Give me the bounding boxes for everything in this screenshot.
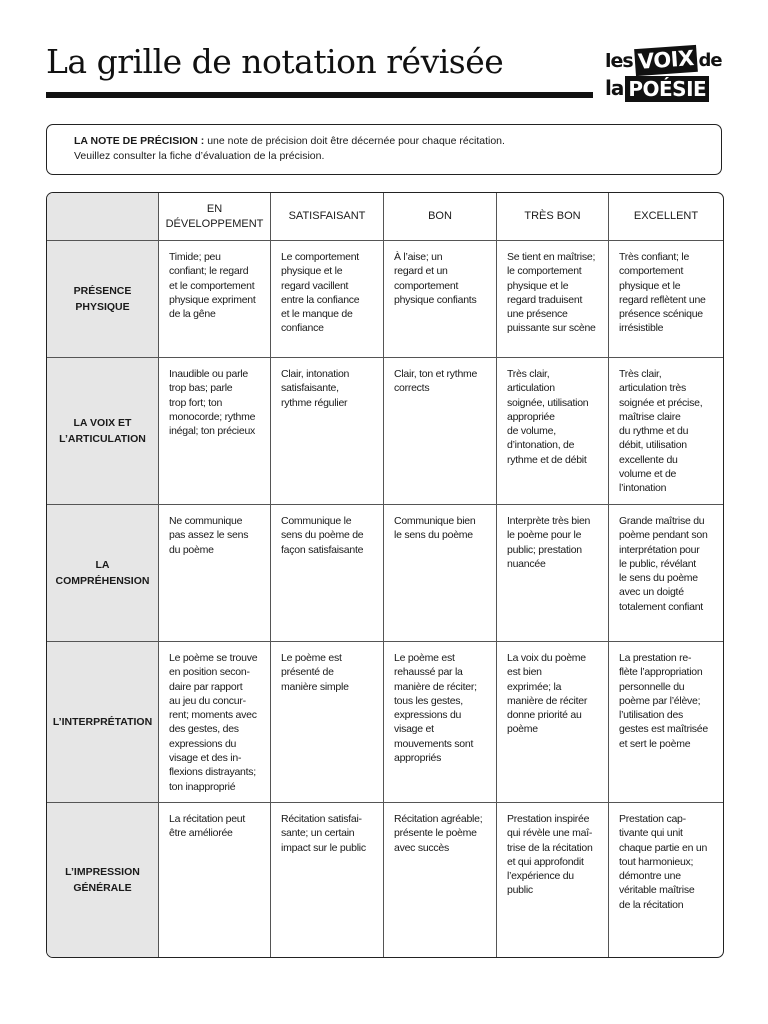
row-header-presence-physique: PRÉSENCE PHYSIQUE	[47, 241, 159, 358]
precision-note-line-1	[74, 134, 721, 149]
table-cell: Très confiant; le comportement physique et le regard reflètent une présence scénique irrésistible	[609, 241, 723, 358]
table-cell: La voix du poème est bien exprimée; la manière de réciter donne priorité au poème	[497, 642, 609, 803]
table-cell: Timide; peu confiant; le regard et le comportement physique expriment de la gêne	[159, 241, 271, 358]
page-title: La grille de notation révisée	[46, 42, 504, 81]
row-header-impression-generale: L’IMPRESSION GÉNÉRALE	[47, 803, 159, 957]
logo-text-de: de	[698, 50, 722, 71]
table-cell: La prestation re- flète l’appropriation personnelle du poème par l’élève; l’utilisation des gestes est maîtrisée et sert le poème	[609, 642, 723, 803]
table-cell: Prestation cap- tivante qui unit chaque partie en un tout harmonieux; démontre une véritable maîtrise de la récitation	[619, 813, 708, 911]
table-cell: Le poème est présenté de manière simple	[271, 642, 384, 803]
logo-text-la: la	[605, 76, 624, 100]
table-cell: Clair, ton et rythme corrects	[384, 358, 497, 505]
logo-row-1	[603, 44, 722, 74]
les-voix-de-la-poesie-logo	[603, 44, 725, 102]
table-cell: Communique bien le sens du poème	[384, 505, 497, 642]
row-header-comprehension: LA COMPRÉHENSION	[47, 505, 159, 642]
precision-note-box	[46, 124, 722, 175]
table-cell: La récitation peut être améliorée	[159, 803, 271, 957]
table-corner-cell	[47, 193, 159, 241]
table-cell: Récitation agréable; présente le poème avec succès	[384, 803, 497, 957]
logo-row-2	[603, 74, 709, 102]
column-header-excellent: EXCELLENT	[609, 193, 723, 241]
logo-text-poesie: POÉSIE	[625, 76, 709, 102]
table-cell: Grande maîtrise du poème pendant son interprétation pour le public, révélant le sens du poème avec un doigté totalement confiant	[609, 505, 723, 642]
row-header-voix-articulation: LA VOIX ET L’ARTICULATION	[47, 358, 159, 505]
logo-text-voix: VOIX	[634, 45, 697, 76]
column-header-tres-bon: TRÈS BON	[497, 193, 609, 241]
table-cell: Interprète très bien le poème pour le public; prestation nuancée	[497, 505, 609, 642]
rubric-table	[46, 192, 724, 958]
logo-text-les: les	[605, 50, 633, 72]
precision-note-text-1: une note de précision doit être décernée pour chaque récitation.	[204, 135, 505, 147]
table-cell: Inaudible ou parle trop bas; parle trop fort; ton monocorde; rythme inégal; ton précieux	[159, 358, 271, 505]
title-rule	[46, 92, 593, 98]
column-header-bon: BON	[384, 193, 497, 241]
row-header-interpretation: L’INTERPRÉTATION	[47, 642, 159, 803]
table-cell: Le poème se trouve en position secon- daire par rapport au jeu du concur- rent; moments avec des gestes, des expressions du visage et des in- flexions distrayants; ton inapproprié	[159, 642, 271, 803]
precision-note-line-2: Veuillez consulter la fiche d’évaluation de la précision.	[74, 150, 325, 162]
table-cell: Ne communique pas assez le sens du poème	[159, 505, 271, 642]
column-header-en-developpement: EN DÉVELOPPEMENT	[159, 193, 271, 241]
table-cell: Communique le sens du poème de façon satisfaisante	[271, 505, 384, 642]
table-cell: Clair, intonation satisfaisante, rythme régulier	[271, 358, 384, 505]
table-cell: Le comportement physique et le regard vacillent entre la confiance et le manque de confiance	[271, 241, 384, 358]
table-cell: Très clair, articulation très soignée et précise, maîtrise claire du rythme et du débit, utilisation excellente du volume et de l’intonation	[609, 358, 723, 505]
table-cell: Récitation satisfai- sante; un certain impact sur le public	[271, 803, 384, 957]
table-cell: Se tient en maîtrise; le comportement physique et le regard traduisent une présence puissante sur scène	[497, 241, 609, 358]
precision-note-label: LA NOTE DE PRÉCISION :	[74, 135, 205, 147]
table-cell: Très clair, articulation soignée, utilisation appropriée de volume, d’intonation, de rythme et de débit	[497, 358, 609, 505]
table-cell: À l’aise; un regard et un comportement physique confiants	[384, 241, 497, 358]
table-cell: Le poème est rehaussé par la manière de réciter; tous les gestes, expressions du visage et mouvements sont appropriés	[384, 642, 497, 803]
column-header-satisfaisant: SATISFAISANT	[271, 193, 384, 241]
table-cell: Prestation inspirée qui révèle une maî- trise de la récitation et qui approfondit l’expérience du public	[497, 803, 609, 957]
